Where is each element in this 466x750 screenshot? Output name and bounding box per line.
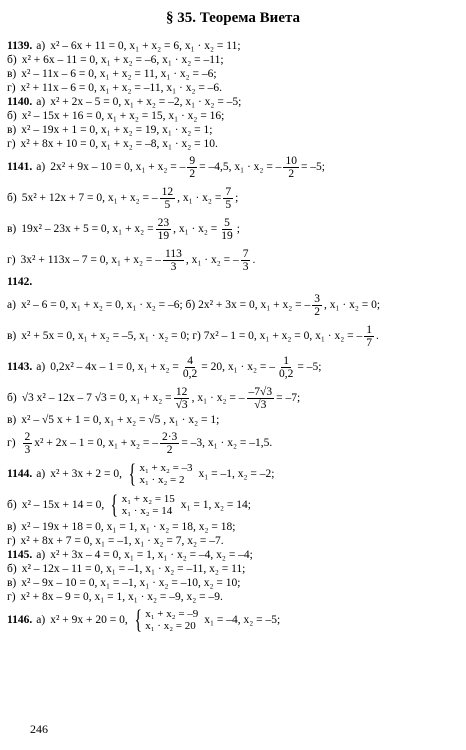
problem-number: 1145. (7, 549, 33, 561)
item-letter: а) (36, 360, 46, 373)
denominator: 19 (157, 229, 170, 242)
numerator: 2·3 (161, 430, 178, 443)
equation-text: = –3, x₁ · x₂ = –1,5. (181, 436, 273, 449)
equation-system (108, 492, 175, 518)
item-letter: г) (7, 591, 16, 603)
equation-text: 3x² + 113x – 7 = 0, x₁ + x₂ = – (20, 253, 162, 266)
equation-text: x² – 19x + 18 = 0, x₁ = 1, x₁ · x₂ = 18, x₂ = 18; (21, 521, 236, 533)
numerator: 7 (225, 185, 232, 198)
equation-text: = –5; (300, 160, 325, 173)
equation-text: x² + 6x – 11 = 0, x₁ + x₂ = –6, x₁ · x₂ = –11; (21, 54, 224, 66)
equation-text: ; (235, 191, 239, 204)
solution-row (7, 521, 461, 534)
numerator: 2 (24, 430, 31, 443)
fraction (219, 217, 235, 242)
denominator: √3 (254, 398, 267, 411)
solutions-block (7, 40, 461, 636)
item-letter: б) (7, 391, 17, 404)
equation-text: , x₁ · x₂ = 0; (323, 298, 381, 311)
fraction (23, 431, 33, 456)
solution-row (7, 152, 461, 182)
item-letter: а) (36, 549, 46, 561)
fraction (364, 324, 374, 349)
equation-text: = –7; (276, 391, 301, 404)
numerator: 12 (175, 385, 188, 398)
fraction (156, 217, 172, 242)
equation-text: 5x² + 12x + 7 = 0, x₁ + x₂ = – (21, 191, 158, 204)
equation-text: x² + 2x – 1 = 0, x₁ + x₂ = – (34, 436, 158, 449)
equation-system (126, 461, 193, 487)
page-title: § 35. Теорема Виета (165, 10, 301, 26)
numerator: 7 (242, 247, 249, 260)
item-letter: в) (7, 124, 17, 136)
fraction (160, 186, 176, 211)
item-letter: в) (7, 577, 17, 589)
numerator: 1 (366, 323, 373, 336)
solution-row (7, 276, 461, 289)
numerator: 5 (224, 216, 230, 229)
equation-text: x² – 6 = 0, x₁ + x₂ = 0, x₁ · x₂ = –6; б) 2x² + 3x = 0, x₁ + x₂ = – (20, 298, 311, 311)
equation-text: x² – √5 x + 1 = 0, x₁ + x₂ = √5 , x₁ · x₂ = 1; (21, 414, 220, 426)
denominator: 2 (166, 443, 173, 456)
denominator: √3 (175, 398, 188, 411)
equation-text: x² – 15x + 16 = 0, x₁ + x₂ = 15, x₁ · x₂ = 16; (21, 110, 225, 122)
system-line: x₁ + x₂ = 15 (121, 493, 175, 505)
solution-row (7, 82, 461, 95)
solution-row (7, 577, 461, 590)
equation-text: x² + 11x – 6 = 0, x₁ + x₂ = –11, x₁ · x₂ = –6. (20, 82, 223, 94)
fraction (241, 248, 251, 273)
problem-number: 1142. (7, 276, 33, 288)
system-line: x₁ · x₂ = 14 (121, 505, 173, 517)
equation-text: 19x² – 23x + 5 = 0, x₁ + x₂ = (21, 222, 154, 235)
numerator: 23 (157, 216, 170, 229)
solution-row (7, 96, 461, 109)
fraction (312, 293, 322, 318)
equation-text: x² + 8x + 7 = 0, x₁ = –1, x₁ · x₂ = 7, x₂ = –7. (20, 535, 224, 547)
denominator: 0,2 (182, 367, 198, 380)
solution-row (7, 535, 461, 548)
solution-row (7, 591, 461, 604)
denominator: 2 (314, 305, 320, 318)
item-letter: г) (7, 253, 16, 266)
equation-text: x² + 9x + 20 = 0, (50, 613, 128, 626)
problem-number: 1141. (7, 160, 33, 173)
equation-text: , x₁ · x₂ = (173, 222, 218, 235)
equation-text: x² – 15x + 14 = 0, (21, 498, 105, 511)
denominator: 0,2 (278, 367, 294, 380)
equation-text: x² – 6x + 11 = 0, x₁ + x₂ = 6, x₁ · x₂ = 11; (50, 40, 241, 52)
numerator: 3 (314, 292, 320, 305)
equation-text: x² – 9x – 10 = 0, x₁ = –1, x₁ · x₂ = –10, x₂ = 10; (21, 577, 241, 589)
solution-row (7, 321, 461, 351)
solution-row (7, 428, 461, 458)
equation-text: x² – 12x – 11 = 0, x₁ = –1, x₁ · x₂ = –11, x₂ = 11; (21, 563, 246, 575)
denominator: 3 (24, 443, 31, 456)
equation-text: x₁ = –1, x₂ = –2; (198, 467, 275, 480)
equation-text: ; (236, 222, 240, 235)
item-letter: в) (7, 68, 17, 80)
numerator: 9 (189, 154, 196, 167)
fraction (187, 155, 197, 180)
equation-text: = –5; (297, 360, 322, 373)
equation-text: , x₁ · x₂ = – (191, 391, 245, 404)
denominator: 3 (170, 260, 177, 273)
item-letter: а) (36, 96, 46, 108)
solution-row (7, 54, 461, 67)
equation-text: = 20, x₁ · x₂ = – (201, 360, 275, 373)
solution-row (7, 214, 461, 244)
item-letter: в) (7, 222, 17, 235)
denominator: 2 (189, 167, 196, 180)
equation-text: x² + 8x + 10 = 0, x₁ + x₂ = –8, x₁ · x₂ = 10. (20, 138, 218, 150)
equation-text: = –4,5, x₁ · x₂ = – (199, 160, 282, 173)
fraction (247, 386, 275, 411)
equation-system (132, 607, 199, 633)
equation-text: x² + 3x – 4 = 0, x₁ = 1, x₁ · x₂ = –4, x₂ = –4; (50, 549, 253, 561)
problem-number: 1146. (7, 613, 33, 626)
item-letter: б) (7, 191, 17, 204)
item-letter: г) (7, 138, 16, 150)
item-letter: а) (36, 160, 46, 173)
item-letter: б) (7, 563, 17, 575)
solution-row (7, 605, 461, 635)
solution-row (7, 290, 461, 320)
denominator: 5 (164, 198, 171, 211)
solution-row (7, 459, 461, 489)
brace-icon: { (110, 490, 119, 519)
system-line: x₁ + x₂ = –9 (145, 608, 199, 620)
problem-number: 1144. (7, 467, 33, 480)
item-letter: г) (7, 436, 16, 449)
solution-row (7, 352, 461, 382)
item-letter: г) (7, 82, 16, 94)
solution-row (7, 124, 461, 137)
solution-row (7, 245, 461, 275)
denominator: 3 (242, 260, 249, 273)
equation-text: 2x² + 9x – 10 = 0, x₁ + x₂ = – (50, 160, 186, 173)
equation-text: 0,2x² – 4x – 1 = 0, x₁ + x₂ = (50, 360, 179, 373)
item-letter: б) (7, 54, 17, 66)
equation-text: x² – 19x + 1 = 0, x₁ + x₂ = 19, x₁ · x₂ = 1; (21, 124, 213, 136)
equation-text: x₁ = 1, x₂ = 14; (180, 498, 251, 511)
equation-text: x² + 5x = 0, x₁ + x₂ = –5, x₁ · x₂ = 0; г) 7x² – 1 = 0, x₁ + x₂ = 0, x₁ · x₂ = – (21, 329, 363, 342)
item-letter: а) (36, 467, 46, 480)
equation-text: . (376, 329, 379, 342)
equation-text: x² + 3x + 2 = 0, (50, 467, 122, 480)
page-number: 246 (30, 722, 48, 736)
system-line: x₁ · x₂ = 2 (139, 474, 185, 486)
item-letter: б) (7, 498, 17, 511)
numerator: 1 (283, 354, 290, 367)
denominator: 7 (366, 336, 373, 349)
numerator: 4 (187, 354, 193, 367)
brace-icon: { (128, 459, 136, 488)
numerator: 12 (161, 185, 174, 198)
problem-number: 1139. (7, 40, 33, 52)
fraction (174, 386, 190, 411)
solution-row (7, 40, 461, 53)
denominator: 2 (288, 167, 295, 180)
brace-icon: { (134, 605, 142, 634)
equation-text: , x₁ · x₂ = (177, 191, 222, 204)
numerator: 10 (285, 154, 297, 167)
system-line: x₁ + x₂ = –3 (139, 462, 193, 474)
fraction (283, 155, 299, 180)
item-letter: г) (7, 535, 16, 547)
solution-row (7, 414, 461, 427)
equation-text: x² + 2x – 5 = 0, x₁ + x₂ = –2, x₁ · x₂ = –5; (50, 96, 242, 108)
denominator: 5 (225, 198, 232, 211)
problem-number: 1140. (7, 96, 33, 108)
solution-row (7, 490, 461, 520)
fraction (163, 248, 184, 273)
item-letter: б) (7, 110, 17, 122)
item-letter: в) (7, 414, 17, 426)
equation-text: x² – 11x – 6 = 0, x₁ + x₂ = 11, x₁ · x₂ = –6; (21, 68, 217, 80)
solution-row (7, 138, 461, 151)
solution-row (7, 383, 461, 413)
solution-row (7, 183, 461, 213)
item-letter: а) (36, 613, 46, 626)
equation-text: , x₁ · x₂ = – (185, 253, 239, 266)
fraction (181, 355, 199, 380)
equation-text: . (252, 253, 256, 266)
solution-row (7, 68, 461, 81)
numerator: 113 (165, 247, 182, 260)
solution-row (7, 110, 461, 123)
solution-row (7, 563, 461, 576)
problem-number: 1143. (7, 360, 33, 373)
item-letter: в) (7, 329, 17, 342)
item-letter: в) (7, 521, 17, 533)
system-line: x₁ · x₂ = 20 (145, 620, 196, 632)
fraction (160, 431, 179, 456)
denominator: 19 (221, 229, 233, 242)
solution-row (7, 549, 461, 562)
equation-text: x² + 8x – 9 = 0, x₁ = 1, x₁ · x₂ = –9, x₂ = –9. (20, 591, 223, 603)
item-letter: а) (7, 298, 16, 311)
equation-text: x₁ = –4, x₂ = –5; (204, 613, 281, 626)
numerator: –7√3 (248, 385, 273, 398)
equation-text: √3 x² – 12x – 7 √3 = 0, x₁ + x₂ = (21, 391, 172, 404)
fraction (277, 355, 295, 380)
item-letter: а) (36, 40, 46, 52)
fraction (223, 186, 233, 211)
